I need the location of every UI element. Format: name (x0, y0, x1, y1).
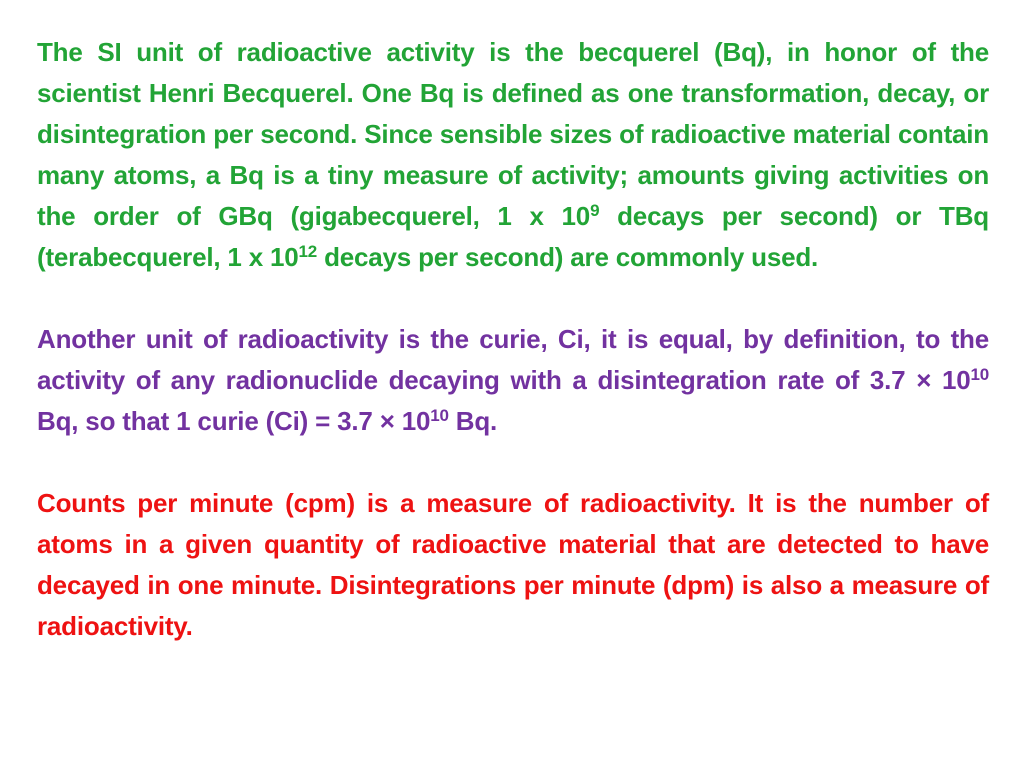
paragraph-counts-per-minute (37, 483, 989, 647)
paragraph-becquerel (37, 32, 989, 278)
becquerel-exponent-12: 12 (298, 242, 318, 261)
slide-body (37, 32, 989, 647)
becquerel-text-3: decays per second) are commonly used. (317, 242, 819, 272)
cpm-text: Counts per minute (cpm) is a measure of radioactivity. It is the number of atoms in a given quantity of radioactive material that are detected to have decayed in one minute. Disintegrations per minute (dpm) is also a measure of radioactivity. (37, 488, 989, 641)
becquerel-exponent-9: 9 (590, 201, 600, 220)
curie-text-2: Bq, so that 1 curie (Ci) = 3.7 × 10 (37, 406, 431, 436)
curie-exponent-2: 10 (430, 406, 449, 425)
curie-text-1: Another unit of radioactivity is the curie, Ci, it is equal, by definition, to the activity of any radionuclide decaying with a disintegration rate of 3.7 × 10 (37, 324, 989, 395)
becquerel-text-1: The SI unit of radioactive activity is the becquerel (Bq), in honor of the scientist Henri Becquerel. One Bq is defined as one transformation, decay, or disintegration per second. Since sensible sizes of radioactive material contain many atoms, a Bq is a tiny measure of activity; amounts giving activities on the order of GBq (gigabecquerel, 1 x 10 (37, 37, 989, 231)
paragraph-curie (37, 319, 989, 442)
becquerel-text-2: decays per second) or TBq (terabecquerel, 1 x 10 (37, 201, 989, 272)
curie-exponent-1: 10 (970, 365, 989, 384)
curie-text-3: Bq. (448, 406, 498, 436)
